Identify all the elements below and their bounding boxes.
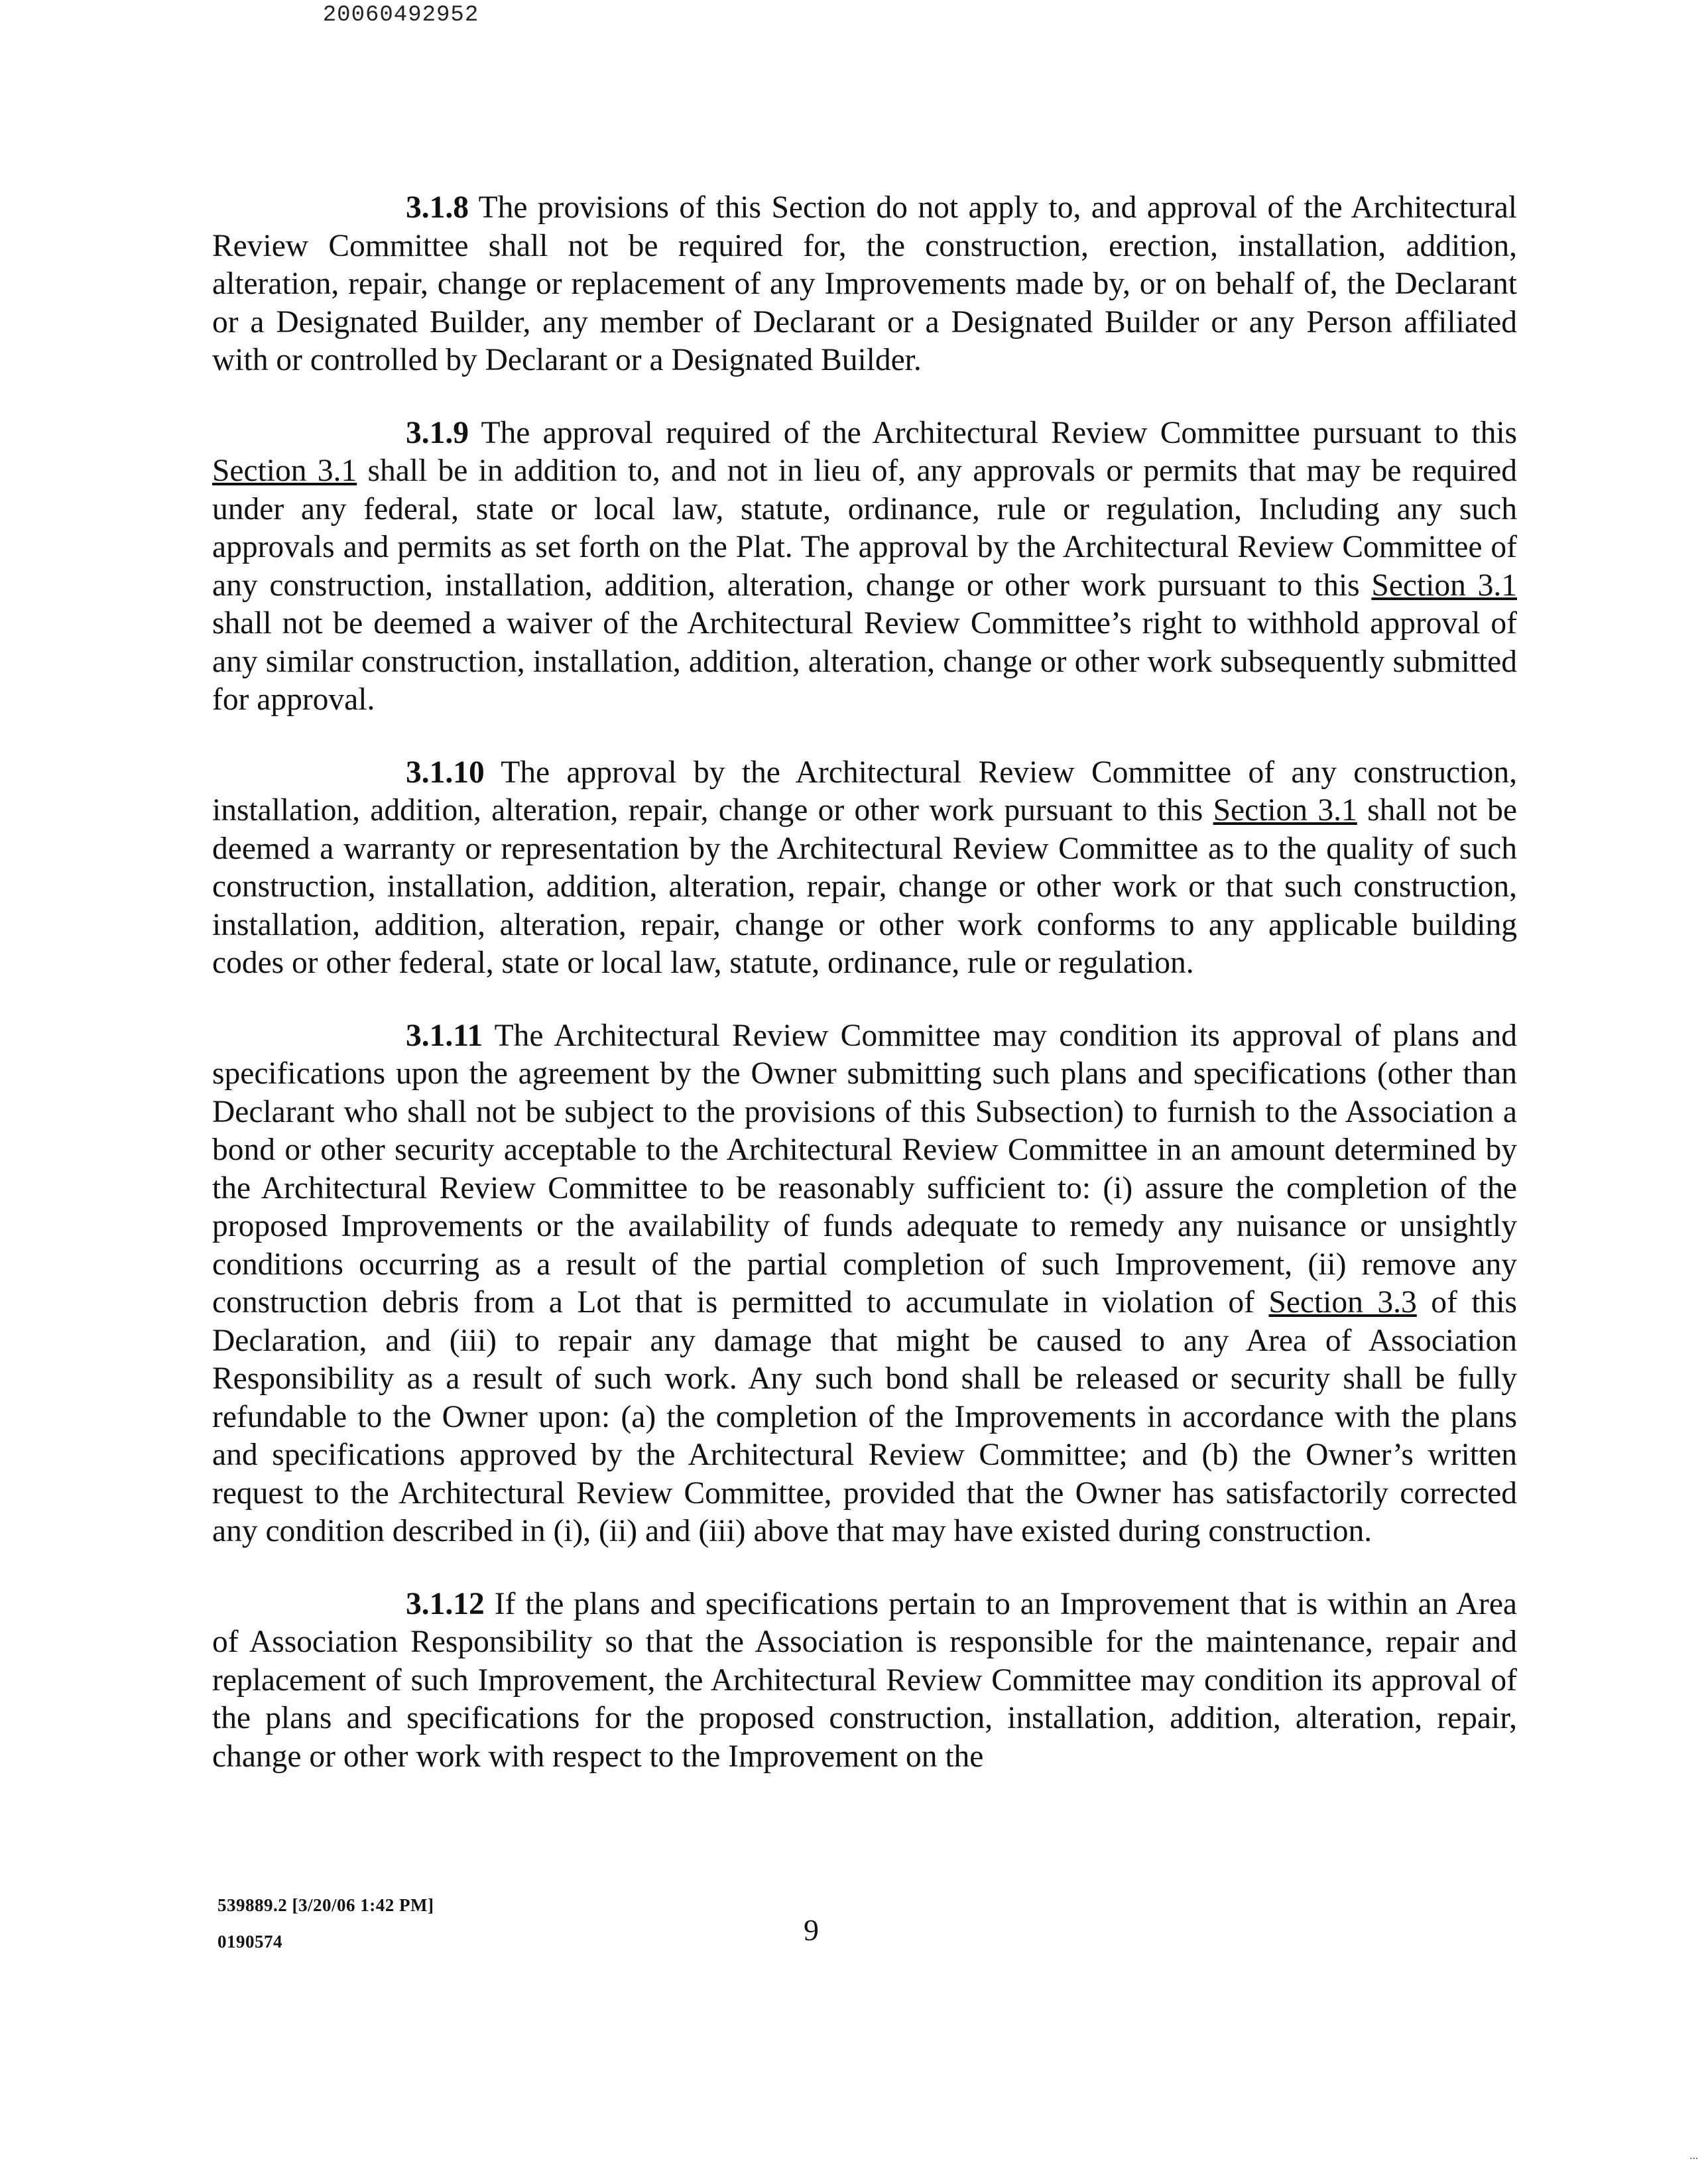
section-number: 3.1.10	[406, 755, 485, 790]
page-number: 9	[804, 1913, 819, 1947]
section-reference: Section 3.1	[1371, 568, 1517, 603]
footer-client-code: 0190574	[217, 1932, 282, 1952]
section-3-1-9-paragraph	[212, 414, 1517, 719]
section-number: 3.1.11	[406, 1018, 483, 1053]
section-text: shall not be deemed a warranty or representation by the Architectural Review Committee as to the quality of such construction, installation, addition, alteration, repair, change or other work or that such construction, installation, addition, alteration, repair, change or other work conforms to any applicable building codes or other federal, state or local law, statute, ordinance, rule or regulation.	[212, 793, 1517, 980]
section-reference: Section 3.1	[1213, 793, 1357, 828]
footer-document-id: 539889.2 [3/20/06 1:42 PM]	[217, 1895, 434, 1915]
section-3-1-10-paragraph	[212, 754, 1517, 983]
section-number: 3.1.8	[406, 190, 469, 225]
section-3-1-11-paragraph	[212, 1017, 1517, 1551]
scan-edge-mark: ...	[1689, 2148, 1699, 2162]
section-text: If the plans and specifications pertain to an Improvement that is within an Area of Association Responsibility so that the Association is responsible for the maintenance, repair and replacement of such Improvement, the Architectural Review Committee may condition its approval of the plans and specifications for the proposed construction, installation, addition, alteration, repair, change or other work with respect to the Improvement on the	[212, 1586, 1517, 1774]
section-3-1-8-paragraph	[212, 189, 1517, 380]
section-number: 3.1.9	[406, 415, 469, 450]
section-number: 3.1.12	[406, 1586, 485, 1621]
section-text: The Architectural Review Committee may condition its approval of plans and specifications upon the agreement by the Owner submitting such plans and specifications (other than Declarant who shall not be subject to the provisions of this Subsection) to furnish to the Association a bond or other security acceptable to the Architectural Review Committee in an amount determined by the Architectural Review Committee to be reasonably sufficient to: (i) assure the completion of the proposed Improvements or the availability of funds adequate to remedy any nuisance or unsightly conditions occurring as a result of the partial completion of such Improvement, (ii) remove any construction debris from a Lot that is permitted to accumulate in violation of	[212, 1018, 1517, 1320]
section-reference: Section 3.1	[212, 454, 357, 488]
section-text: The approval required of the Architectural Review Committee pursuant to this	[469, 415, 1517, 450]
section-text: shall be in addition to, and not in lieu of, any approvals or permits that may be required under any federal, state or local law, statute, ordinance, rule or regulation, Including any such approvals and permits as set forth on the Plat. The approval by the Architectural Review Committee of any construction, installation, addition, alteration, change or other work pursuant to this	[212, 454, 1518, 603]
section-3-1-12-paragraph	[212, 1585, 1517, 1776]
section-text: of this Declaration, and (iii) to repair any damage that might be caused to any Area of Association Responsibility as a result of such work. Any such bond shall be released or security shall be fully refundable to the Owner upon: (a) the completion of the Improvements in accordance with the plans and specifications approved by the Architectural Review Committee; and (b) the Owner’s written request to the Architectural Review Committee, provided that the Owner has satisfactorily corrected any condition described in (i), (ii) and (iii) above that may have existed during construction.	[212, 1285, 1517, 1548]
document-number: 20060492952	[322, 3, 479, 28]
section-text: The approval by the Architectural Review Committee of any construction, installation, addition, alteration, repair, change or other work pursuant to this	[212, 755, 1517, 828]
document-body	[212, 189, 1517, 1810]
section-text: The provisions of this Section do not apply to, and approval of the Architectural Review Committee shall not be required for, the construction, erection, installation, addition, alteration, repair, change or replacement of any Improvements made by, or on behalf of, the Declarant or a Designated Builder, any member of Declarant or a Designated Builder or any Person affiliated with or controlled by Declarant or a Designated Builder.	[212, 190, 1517, 377]
section-text: shall not be deemed a waiver of the Architectural Review Committee’s right to withhold approval of any similar construction, installation, addition, alteration, change or other work subsequently submitted for approval.	[212, 606, 1517, 717]
section-reference: Section 3.3	[1268, 1285, 1417, 1320]
